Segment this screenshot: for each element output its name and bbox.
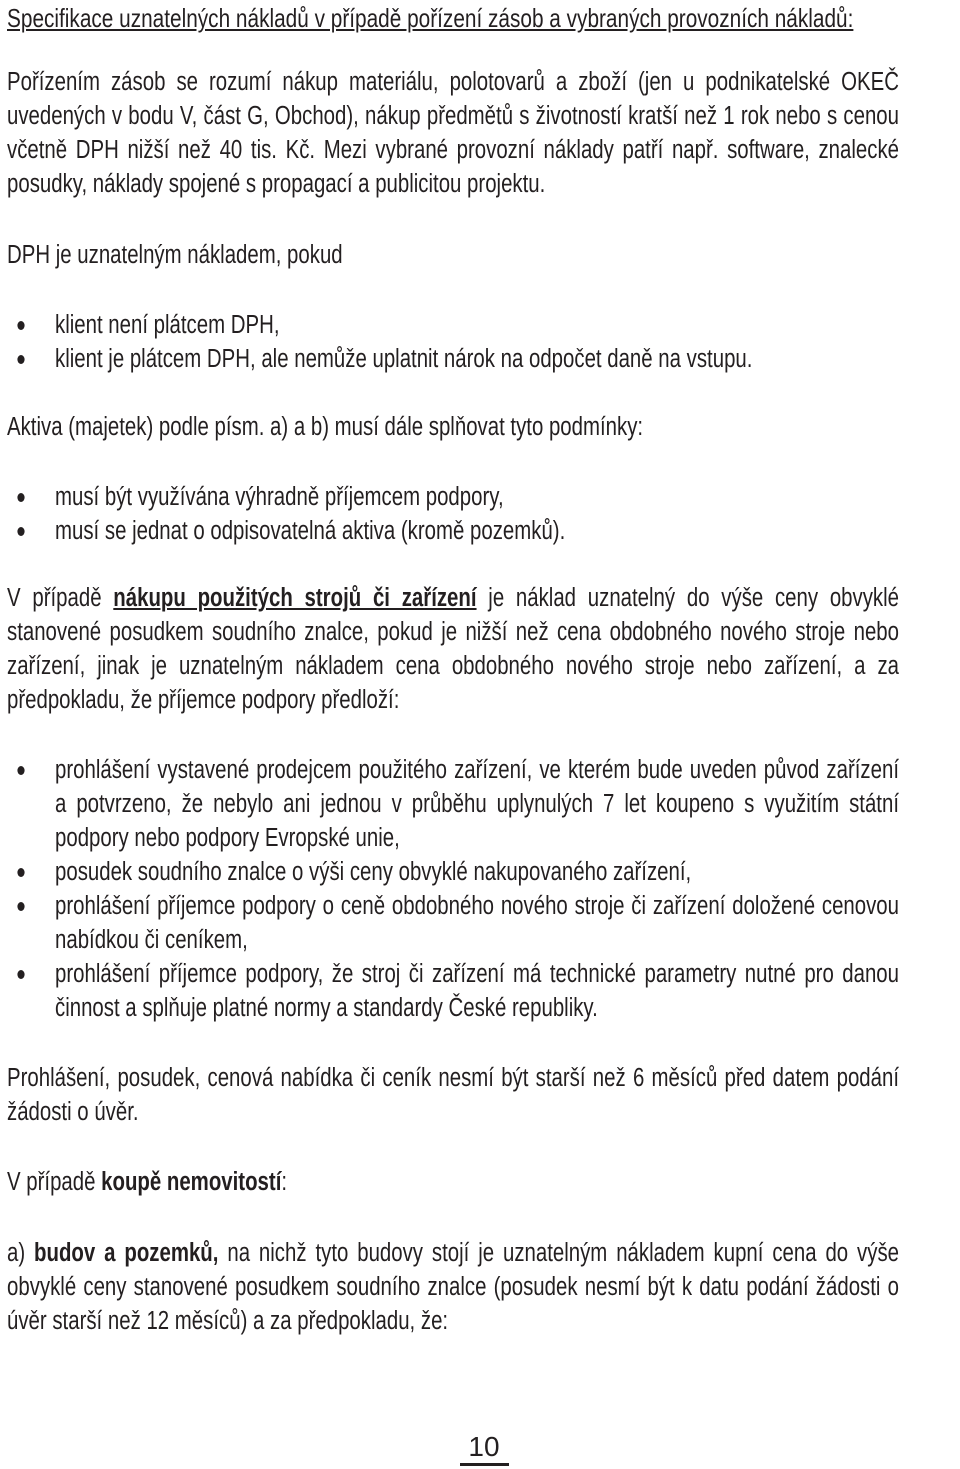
list-item: musí být využívána výhradně příjemcem podpory, xyxy=(7,480,899,514)
text-suffix: : xyxy=(281,1168,288,1196)
list-item: posudek soudního znalce o výši ceny obvyklé nakupovaného zařízení, xyxy=(7,855,899,889)
text-rest: na nichž tyto budovy stojí je uznatelným nákladem kupní cena do výše obvyklé ceny stanovené posudkem soudního znalce (posudek nesmí být k datu podání žádosti o úvěr starší než 12 měsíců) a za předpokladu, že: xyxy=(7,1239,899,1335)
list-item: klient je plátcem DPH, ale nemůže uplatnit nárok na odpočet daně na vstupu. xyxy=(7,342,899,376)
nemovitosti-paragraph xyxy=(7,1165,899,1199)
list-item: prohlášení příjemce podpory, že stroj či zařízení má technické parametry nutné pro danou činnost a splňuje platné normy a standardy České republiky. xyxy=(7,957,899,1025)
paragraph-platnost: Prohlášení, posudek, cenová nabídka či ceník nesmí být starší než 6 měsíců před datem podání žádosti o úvěr. xyxy=(7,1064,899,1126)
dph-conditions-list xyxy=(7,308,899,376)
item-label: a) xyxy=(7,1239,35,1267)
budovy-paragraph xyxy=(7,1236,899,1338)
emphasis-koupe-nemovitosti: koupě nemovitostí xyxy=(101,1168,282,1196)
required-documents-list xyxy=(7,753,899,1025)
aktiva-conditions-list xyxy=(7,480,899,548)
emphasis-budov-a-pozemku: budov a pozemků, xyxy=(34,1239,219,1267)
paragraph-nemovitosti xyxy=(7,1165,899,1199)
text-prefix: V případě xyxy=(7,584,114,612)
emphasis-nakup-pouzitych-stroju: nákupu použitých strojů či zařízení xyxy=(113,584,477,612)
list-item: prohlášení příjemce podpory o ceně obdobného nového stroje či zařízení doložené cenovou nabídkou či ceníkem, xyxy=(7,889,899,957)
text-rest: je náklad uznatelný do výše ceny obvyklé stanovené posudkem soudního znalce, pokud je nižší než cena obdobného nového stroje nebo zařízení, jinak je uznatelným nákladem cena obdobného nového stroje nebo zařízení, a za předpokladu, že příjemce podpory předloží: xyxy=(7,584,899,714)
intro-paragraph xyxy=(7,65,899,201)
list-item: klient není plátcem DPH, xyxy=(7,308,899,342)
list-item: prohlášení vystavené prodejcem použitého zařízení, ve kterém bude uveden původ zařízení a potvrzeno, že nebylo ani jednou v průběhu uplynulých 7 let koupeno s využitím státní podpory nebo podpory Evropské unie, xyxy=(7,753,899,855)
page-number-rule xyxy=(460,1463,509,1466)
paragraph-aktiva: Aktiva (majetek) podle písm. a) a b) musí dále splňovat tyto podmínky: xyxy=(7,413,644,441)
paragraph-pouzite-stroje xyxy=(7,581,899,717)
paragraph-budovy xyxy=(7,1236,899,1338)
text-prefix: V případě xyxy=(7,1168,102,1196)
section-title: Specifikace uznatelných nákladů v případě pořízení zásob a vybraných provozních nákladů: xyxy=(7,3,854,33)
dph-paragraph xyxy=(7,238,899,272)
paragraph-dph: DPH je uznatelným nákladem, pokud xyxy=(7,241,343,269)
paragraph-zasoby: Pořízením zásob se rozumí nákup materiálu, polotovarů a zboží (jen u podnikatelské OKEČ uvedených v bodu V, část G, Obchod), nákup předmětů s životností kratší než 1 rok nebo s cenou včetně DPH nižší než 40 tis. Kč. Mezi vybrané provozní náklady patří např. software, znalecké posudky, náklady spojené s propagací a publicitou projektu. xyxy=(7,68,899,198)
aktiva-paragraph xyxy=(7,410,899,444)
validity-paragraph xyxy=(7,1061,899,1129)
page-number: 10 xyxy=(468,1431,500,1462)
list-item: musí se jednat o odpisovatelná aktiva (kromě pozemků). xyxy=(7,514,899,548)
pouzite-stroje-paragraph xyxy=(7,581,899,717)
